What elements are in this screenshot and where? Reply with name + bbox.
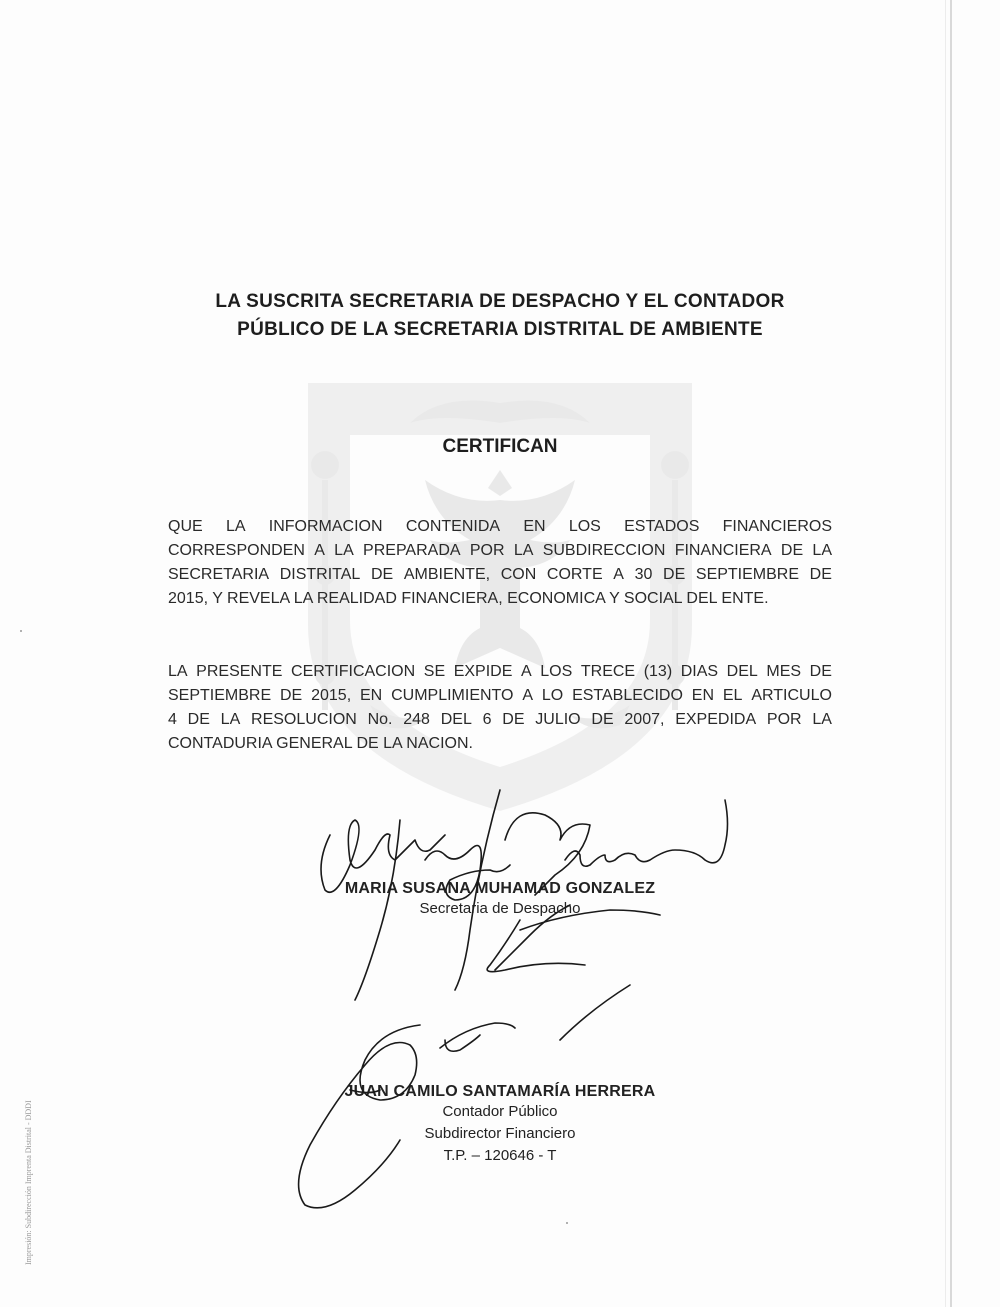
document-header	[150, 288, 850, 344]
word: SEPTIEMBRE	[695, 566, 800, 583]
word: LA	[812, 542, 832, 559]
word: PREPARADA	[363, 542, 461, 559]
word: CONTENIDA	[405, 518, 501, 535]
word: CERTIFICACION	[291, 663, 416, 680]
word: DEL	[726, 663, 758, 680]
signer-2-role-2: Subdirector Financiero	[424, 1125, 576, 1142]
scan-speck	[20, 630, 22, 632]
word: No.	[367, 711, 393, 728]
paragraph-2-line-3	[168, 708, 832, 732]
word: DE	[280, 687, 303, 704]
word: DEL	[440, 711, 472, 728]
paragraph-2-line-4	[168, 732, 832, 756]
word: CORRESPONDEN	[168, 542, 305, 559]
word: LOS	[568, 518, 601, 535]
certification-paragraph-2	[168, 660, 832, 756]
word: FINANCIEROS	[722, 518, 832, 535]
signer-2-role-1: Contador Público	[442, 1103, 558, 1120]
word: A	[613, 566, 624, 583]
certification-paragraph-1	[168, 515, 832, 611]
paragraph-1-line-3	[168, 563, 832, 587]
p2-line-4-text: CONTADURIA GENERAL DE LA NACION.	[168, 735, 473, 752]
word: SE	[423, 663, 446, 680]
word: LA	[168, 663, 188, 680]
paragraph-2-line-1	[168, 660, 832, 684]
header-line-1: LA SUSCRITA SECRETARIA DE DESPACHO Y EL CONTADOR	[215, 291, 785, 312]
word: QUE	[168, 518, 203, 535]
word: LOS	[540, 663, 573, 680]
word: DE	[370, 566, 394, 583]
word: (13)	[643, 663, 673, 680]
word: EN	[523, 518, 546, 535]
word: DISTRITAL	[279, 566, 361, 583]
signature-2-stroke-b	[440, 1023, 515, 1048]
word: PRESENTE	[196, 663, 283, 680]
signer-2-name: JUAN CAMILO SANTAMARÍA HERRERA	[344, 1083, 656, 1100]
word: ESTADOS	[624, 518, 700, 535]
paragraph-1-line-1	[168, 515, 832, 539]
word: CUMPLIMIENTO	[391, 687, 514, 704]
printer-credit-note: Impresión: Subdirección Imprenta Distrital - DDDI	[24, 1100, 33, 1265]
word: A	[522, 687, 534, 704]
word: LA	[513, 542, 534, 559]
word: SUBDIRECCION	[542, 542, 666, 559]
word: SEPTIEMBRE	[168, 687, 272, 704]
word: A	[314, 542, 325, 559]
word: FINANCIERA	[674, 542, 772, 559]
word: 4	[168, 711, 177, 728]
word: LA	[812, 711, 832, 728]
word: DE	[187, 711, 210, 728]
word: ESTABLECIDO	[572, 687, 683, 704]
word: DE	[780, 542, 804, 559]
word: 30	[634, 566, 653, 583]
word: POR	[469, 542, 505, 559]
paragraph-1-line-4	[168, 587, 832, 611]
word: LA	[334, 542, 354, 559]
page-edge-line	[950, 0, 952, 1307]
word: MES	[766, 663, 802, 680]
word: A	[520, 663, 532, 680]
word: ARTICULO	[751, 687, 832, 704]
word: DE	[663, 566, 686, 583]
word: JULIO	[535, 711, 581, 728]
signer-1-role: Secretaria de Despacho	[419, 900, 581, 917]
word: CON	[500, 566, 537, 583]
signer-1-name: MARIA SUSANA MUHAMAD GONZALEZ	[344, 880, 656, 897]
word: EN	[360, 687, 383, 704]
scan-speck	[566, 1222, 568, 1224]
word: INFORMACION	[268, 518, 383, 535]
word: 6	[482, 711, 492, 728]
p1-line-4-text: 2015, Y REVELA LA REALIDAD FINANCIERA, ECONOMICA Y SOCIAL DEL ENTE.	[168, 590, 769, 607]
word: TRECE	[580, 663, 636, 680]
word: AMBIENTE,	[403, 566, 491, 583]
word: 2007,	[624, 711, 665, 728]
word: EL	[722, 687, 743, 704]
signer-block-contador	[200, 1083, 800, 1167]
word: 2015,	[311, 687, 352, 704]
word: DE	[809, 566, 832, 583]
signature-1-stroke-g	[487, 920, 585, 972]
word: EXPEDIDA	[675, 711, 757, 728]
signature-2-stroke-c	[445, 1035, 480, 1051]
word: POR	[766, 711, 802, 728]
word: DE	[591, 711, 614, 728]
page-edge-line-faint	[945, 0, 946, 1307]
word: 248	[403, 711, 430, 728]
word: DE	[809, 663, 832, 680]
word: EXPIDE	[453, 663, 513, 680]
signer-block-secretaria	[200, 880, 800, 920]
word: DE	[502, 711, 525, 728]
word: SECRETARIA	[168, 566, 270, 583]
word: RESOLUCION	[251, 711, 357, 728]
word: DIAS	[680, 663, 719, 680]
document-title: CERTIFICAN	[442, 436, 558, 457]
word: LO	[541, 687, 564, 704]
word: LA	[225, 518, 246, 535]
word: EN	[691, 687, 715, 704]
word: LA	[220, 711, 241, 728]
header-line-2: PÚBLICO DE LA SECRETARIA DISTRITAL DE AMBIENTE	[237, 319, 763, 340]
signer-2-role-3: T.P. – 120646 - T	[443, 1147, 557, 1164]
signature-2-stroke-d	[560, 985, 630, 1040]
paragraph-1-line-2	[168, 539, 832, 563]
paragraph-2-line-2	[168, 684, 832, 708]
word: CORTE	[546, 566, 603, 583]
